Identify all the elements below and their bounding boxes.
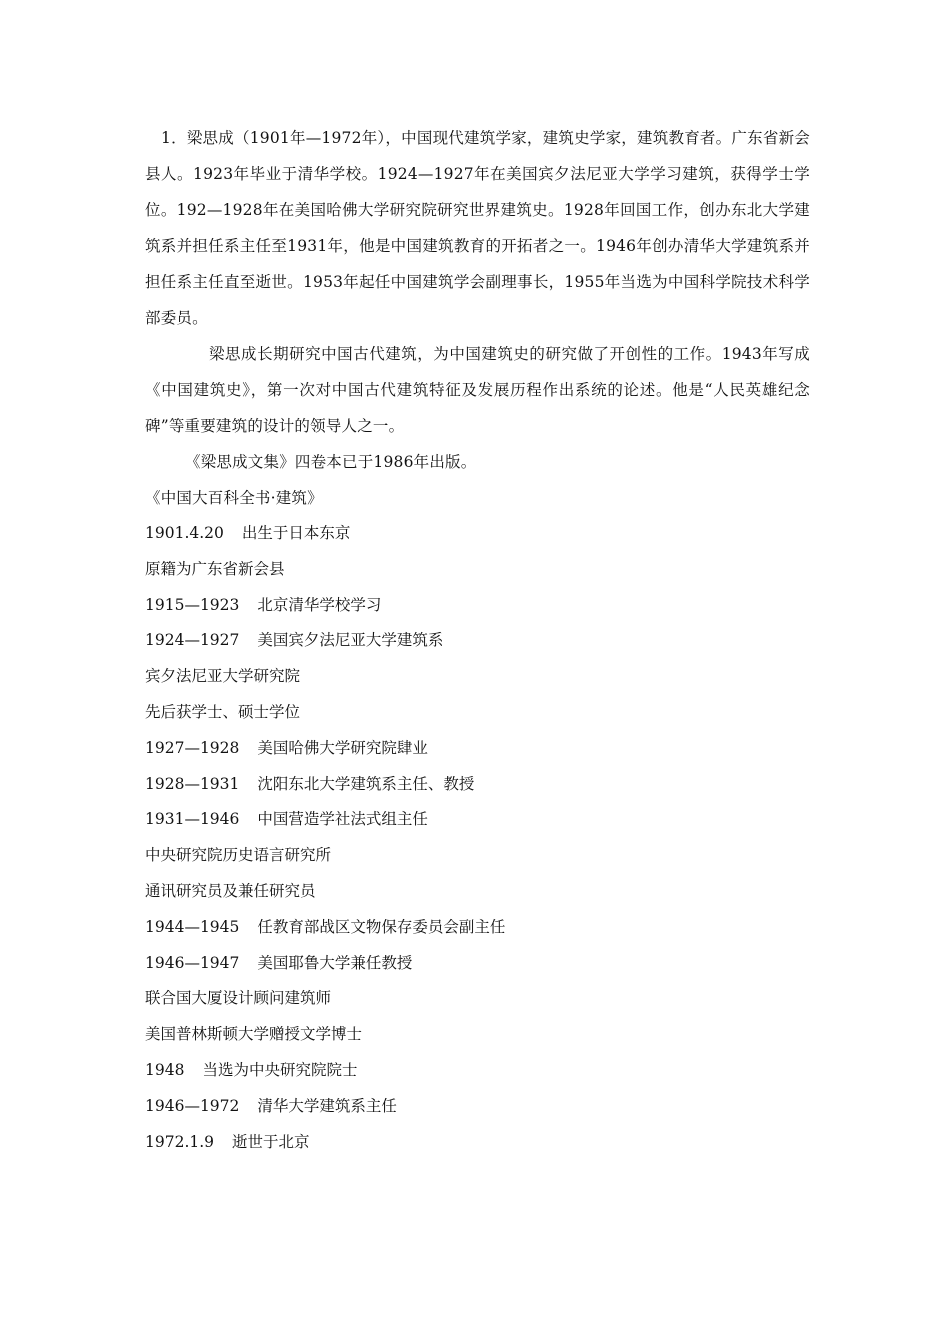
chronology-item bbox=[145, 767, 810, 803]
chronology-item bbox=[145, 623, 810, 659]
chronology-event: 美国宾夕法尼亚大学建筑系 bbox=[257, 631, 444, 650]
chronology-event: 通讯研究员及兼任研究员 bbox=[145, 881, 316, 900]
chronology-item bbox=[145, 659, 810, 695]
chronology-event: 中国营造学社法式组主任 bbox=[257, 810, 428, 829]
chronology-date: 1927—1928 bbox=[145, 738, 240, 757]
chronology-item bbox=[145, 588, 810, 624]
chronology-event: 原籍为广东省新会县 bbox=[145, 559, 285, 578]
source-citation: 《中国大百科全书·建筑》 bbox=[145, 489, 323, 507]
chronology-date: 1944—1945 bbox=[145, 917, 240, 936]
chronology-event: 美国哈佛大学研究院肆业 bbox=[257, 738, 428, 757]
chronology-item bbox=[145, 1053, 810, 1089]
chronology-item bbox=[145, 731, 810, 767]
chronology-date: 1946—1947 bbox=[145, 953, 240, 972]
chronology-date: 1946—1972 bbox=[145, 1096, 240, 1115]
chronology-item bbox=[145, 552, 810, 588]
chronology-item bbox=[145, 802, 810, 838]
chronology-item bbox=[145, 910, 810, 946]
chronology-date: 1915—1923 bbox=[145, 595, 240, 614]
chronology-date: 1924—1927 bbox=[145, 631, 240, 650]
chronology-item bbox=[145, 516, 810, 552]
chronology-event: 当选为中央研究院院士 bbox=[202, 1060, 358, 1079]
chronology-item bbox=[145, 1089, 810, 1125]
chronology-event: 美国耶鲁大学兼任教授 bbox=[257, 953, 413, 972]
chronology-list bbox=[145, 516, 810, 1160]
chronology-event: 美国普林斯顿大学赠授文学博士 bbox=[145, 1025, 363, 1044]
biography-paragraph: 1．梁思成（1901年—1972年），中国现代建筑学家，建筑史学家，建筑教育者。广东省新会县人。1923年毕业于清华学校。1924—1927年在美国宾夕法尼亚大学学习建筑，获得学士学位。192—1928年在美国哈佛大学研究院研究世界建筑史。1928年回国工作，创办东北大学建筑系并担任系主任至1931年，他是中国建筑教育的开拓者之一。1946年创办清华大学建筑系并担任系主任直至逝世。1953年起任中国建筑学会副理事长，1955年当选为中国科学院技术科学部委员。 bbox=[145, 129, 810, 327]
document-page bbox=[145, 120, 810, 1160]
chronology-item bbox=[145, 946, 810, 982]
chronology-event: 北京清华学校学习 bbox=[257, 595, 382, 614]
chronology-date: 1901.4.20 bbox=[145, 524, 224, 542]
chronology-date: 1928—1931 bbox=[145, 774, 240, 793]
chronology-event: 清华大学建筑系主任 bbox=[257, 1096, 397, 1115]
collected-works-paragraph: 《梁思成文集》四卷本已于1986年出版。 bbox=[185, 453, 477, 471]
chronology-event: 联合国大厦设计顾问建筑师 bbox=[145, 989, 332, 1008]
chronology-date: 1931—1946 bbox=[145, 810, 240, 829]
chronology-event: 沈阳东北大学建筑系主任、教授 bbox=[257, 774, 475, 793]
chronology-item bbox=[145, 838, 810, 874]
chronology-item bbox=[145, 874, 810, 910]
chronology-date: 1948 bbox=[145, 1060, 185, 1079]
chronology-event: 中央研究院历史语言研究所 bbox=[145, 846, 332, 865]
chronology-date: 1972.1.9 bbox=[145, 1132, 215, 1151]
chronology-item bbox=[145, 981, 810, 1017]
chronology-item bbox=[145, 695, 810, 731]
chronology-item bbox=[145, 1017, 810, 1053]
chronology-item bbox=[145, 1125, 810, 1161]
chronology-event: 出生于日本东京 bbox=[241, 524, 351, 542]
chronology-event: 任教育部战区文物保存委员会副主任 bbox=[257, 917, 506, 936]
chronology-event: 先后获学士、硕士学位 bbox=[145, 702, 301, 721]
chronology-event: 逝世于北京 bbox=[232, 1132, 310, 1151]
research-paragraph: 梁思成长期研究中国古代建筑，为中国建筑史的研究做了开创性的工作。1943年写成《中国建筑史》，第一次对中国古代建筑特征及发展历程作出系统的论述。他是“人民英雄纪念碑”等重要建筑的设计的领导人之一。 bbox=[145, 345, 810, 435]
chronology-event: 宾夕法尼亚大学研究院 bbox=[145, 667, 301, 686]
